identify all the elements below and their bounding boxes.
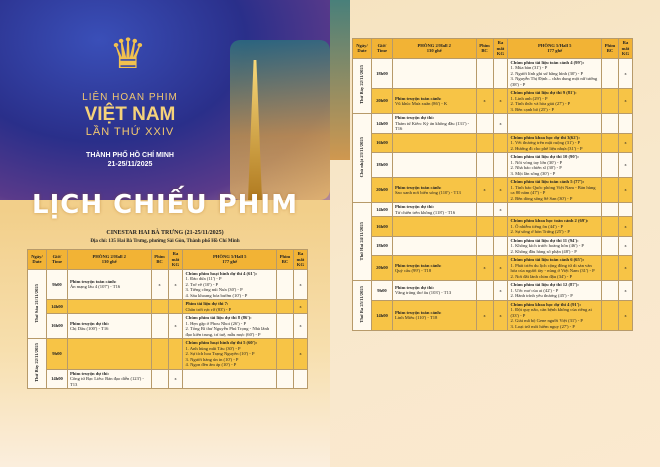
hall2-film: Quỷ cẩu (99') - T18 <box>394 268 432 273</box>
time-cell: 9h00 <box>46 339 67 370</box>
time-cell: 16h00 <box>46 314 67 339</box>
hall2-category: Phim truyện dự thi: <box>394 115 435 120</box>
hall5-program: Chùm phim tài liệu dự thi 12 (87'): <box>510 282 579 287</box>
hall2-header <box>392 39 476 59</box>
date-cell <box>28 269 47 339</box>
hall2-kg-mark <box>493 58 508 89</box>
time-header: Giờ/ Time <box>371 39 392 59</box>
hall5-program: Chùm phim tài liệu dự thi 9 (81'): <box>510 90 577 95</box>
table-header-row <box>28 250 308 270</box>
hall2-film: Linh Miêu (110') - T18 <box>394 315 438 321</box>
hall2-kg-mark: x <box>493 300 508 331</box>
hall5-kg-mark: x <box>618 256 632 281</box>
time-cell: 20h00 <box>371 256 392 281</box>
hall5-film-item: 1. Hẹn gặp ở Phou Nhoi (26') - P <box>185 320 247 326</box>
hall2-category: Phim truyện dự thi: <box>394 204 435 209</box>
time-cell: 14h00 <box>46 369 67 389</box>
hall5-cell <box>508 178 602 203</box>
hall2-cell <box>392 300 476 331</box>
hall5-kg-mark <box>618 203 632 217</box>
hall5-bc-mark <box>601 217 618 237</box>
time-cell: 14h00 <box>46 300 67 314</box>
time-cell: 18h00 <box>371 236 392 256</box>
hall2-bc-mark <box>476 281 493 301</box>
festival-name-line1: LIÊN HOAN PHIM <box>82 92 178 103</box>
hall5-film-item: 1. Ô nhiễm tiếng ồn (44') - P <box>510 223 564 229</box>
hall5-bc-mark <box>276 269 293 300</box>
hall5-film-item: 2. Người lính ghi sử bằng hình (30') - P <box>510 70 584 76</box>
hall5-film-item: 2. Tổng Bí thư Nguyễn Phú Trọng - Nhà lãnh đạo kiên trung, trí tuệ, mẫu mực (60') - P <box>185 326 270 337</box>
hall2-bc-mark <box>476 58 493 89</box>
hall5-film-item: 1. Không kích trước hoàng hôn (46') - P <box>510 243 584 248</box>
hall5-film-item: 1. Tình báo Quốc phòng Việt Nam - Bản hùng ca 80 năm (47') - P <box>510 184 596 195</box>
hall2-film: Vũ khúc Mưa xuân (86') - K <box>394 101 448 106</box>
hall5-kg-mark: x <box>618 153 632 178</box>
table-row <box>353 256 633 281</box>
hall2-category: Phim truyện toàn cảnh: <box>69 278 117 284</box>
hall2-cell <box>392 153 476 178</box>
hall5-film-item: 3. Bên cạnh bố (25') - P <box>510 106 555 112</box>
festival-poster <box>0 0 330 200</box>
hall2-bc-mark: x <box>476 178 493 203</box>
hall5-kg-mark: x <box>618 89 632 114</box>
hall2-bc-mark: x <box>476 89 493 114</box>
hall5-program: Chùm phim tài liệu dự thi 8 (86'): <box>185 315 252 320</box>
hall5-film-item: 2. Không đầu hàng số phận (48') - P <box>510 248 577 254</box>
festival-logo-icon: ♛ <box>109 32 147 78</box>
hall5-cell <box>183 269 277 300</box>
hall5-program: Chùm phim hoạt hình dự thi 5 (60'): <box>185 340 258 345</box>
hall2-bc-mark <box>151 369 168 389</box>
hall5-kg-mark: x <box>618 133 632 153</box>
hall5-bc-mark <box>601 178 618 203</box>
date-label: Chủ nhật 23/11/2025 <box>359 137 365 178</box>
hall5-cell <box>508 58 602 89</box>
hall5-bc-mark <box>601 256 618 281</box>
hall5-bc-mark <box>601 133 618 153</box>
hall2-cell <box>392 203 476 217</box>
hall5-cell <box>183 369 277 389</box>
hall2-bc-mark <box>476 133 493 153</box>
table-row <box>28 269 308 300</box>
hall5-cell <box>508 153 602 178</box>
hall2-film: Ăn mạng lẩu 4 (107') - T16 <box>69 284 121 290</box>
hall5-bc-mark <box>601 153 618 178</box>
hall5-program: Chùm phim khoa học toàn cảnh 2 (69'): <box>510 218 589 223</box>
hall5-bc-mark <box>601 89 618 114</box>
hall5-program: Chùm phim tài liệu dự thi 10 (90'): <box>510 154 579 159</box>
hall5-cell <box>508 114 602 134</box>
hall2-cell <box>392 281 476 301</box>
hall5-kg-mark: x <box>293 314 307 339</box>
hall2-seats: 130 ghế <box>101 259 117 265</box>
hall5-kg-mark: x <box>293 269 307 300</box>
date-cell <box>28 339 47 389</box>
time-cell: 16h00 <box>371 217 392 237</box>
hall2-bc-mark <box>151 300 168 314</box>
hall2-bc-mark <box>151 314 168 339</box>
hall5-film-item: 3. Loại trừ mối hiểm nguy (27') - P <box>510 323 575 329</box>
hall5-cell <box>508 89 602 114</box>
time-cell: 14h00 <box>371 114 392 134</box>
hall5-program: Chùm phim hoạt hình dự thi 4 (61'): <box>185 270 258 276</box>
hall2-cell <box>392 58 476 89</box>
hall5-film-item: 2. Bên dòng sông Sê San (30') - P <box>510 195 573 201</box>
hall5-kg-mark: x <box>618 281 632 301</box>
hall5-film-item: Chân trời rực rỡ (83') - P <box>185 306 232 312</box>
time-cell: 16h00 <box>371 133 392 153</box>
hall2-category: Phim truyện toàn cảnh: <box>394 184 442 190</box>
hall2-category: Phim truyện dự thi: <box>394 284 435 290</box>
hall5-film-item: 4. Ngọn đèn ấm áp (10') - P <box>185 362 237 367</box>
hall2-cell <box>67 300 151 314</box>
table-row <box>353 300 633 331</box>
hall5-kg-mark <box>293 369 307 389</box>
hall5-film-item: 3. Nguyễn Thị Định – chân dung một nữ tướng (38') - P <box>510 76 598 87</box>
schedule-table-right <box>352 38 633 331</box>
time-cell: 14h00 <box>371 203 392 217</box>
hall5-kg-mark: x <box>618 300 632 331</box>
hall5-seats: 177 ghế <box>222 259 238 265</box>
hall2-kg-mark: x <box>493 203 508 217</box>
hall2-cell <box>67 314 151 339</box>
hall5-cell <box>183 300 277 314</box>
table-row <box>353 133 633 153</box>
hall2-cell <box>392 114 476 134</box>
hall5-cell <box>508 281 602 301</box>
hall5-kg-mark: x <box>618 236 632 256</box>
hall5-header <box>508 39 602 59</box>
hall5-film-item: 1. Mùa bàn (31') - P <box>510 65 548 70</box>
table-row <box>353 217 633 237</box>
hall5-program: Chùm phim tài liệu toàn cảnh 6 (65'): <box>510 257 585 262</box>
hall5-cell <box>508 133 602 153</box>
hall2-category: Phim truyện toàn cảnh: <box>394 95 442 101</box>
hall2-kg-mark: x <box>493 256 508 281</box>
hall2-kg-mark: x <box>493 114 508 134</box>
hall2-kg-mark: x <box>168 314 183 339</box>
time-cell: 14h00 <box>371 300 392 331</box>
hall5-name: PHÒNG 5/Hall 5 <box>213 253 247 259</box>
bc-header: Phim BC <box>276 250 293 270</box>
hall5-bc-mark <box>276 300 293 314</box>
hall2-bc-mark: x <box>151 269 168 300</box>
time-cell: 18h00 <box>371 58 392 89</box>
table-row <box>353 236 633 256</box>
date-label: Thứ Sáu 21/11/2025 <box>34 283 40 323</box>
kg-header: Ra mắt KG <box>168 250 183 270</box>
hall5-program: Chùm phim khoa học dự thi 3(62'): <box>510 134 580 140</box>
hall5-cell <box>508 256 602 281</box>
table-row <box>353 178 633 203</box>
bc-header: Phim BC <box>151 250 168 270</box>
hall2-kg-mark <box>168 300 183 314</box>
hall2-cell <box>67 269 151 300</box>
poster-glow <box>230 40 330 200</box>
hall5-bc-mark <box>601 281 618 301</box>
hall5-seats: 177 ghế <box>547 48 563 54</box>
hall5-bc-mark <box>601 58 618 89</box>
date-cell <box>353 281 372 331</box>
hall5-film-item: 2. Nhà báo chiến sĩ (30') - P <box>510 165 562 170</box>
hall5-bc-mark <box>601 300 618 331</box>
hall5-kg-mark: x <box>293 300 307 314</box>
venue-address: Địa chỉ: 135 Hai Bà Trưng, phường Sài Gòn, Thành phố Hồ Chí Minh <box>90 239 240 244</box>
hall5-bc-mark <box>276 369 293 389</box>
hall5-kg-mark: x <box>618 58 632 89</box>
hall5-film-item: 1. Đột quỵ não, căn bệnh không của riêng ai (33') - P <box>510 307 592 318</box>
hall2-bc-mark <box>476 236 493 256</box>
hall2-kg-mark: x <box>493 178 508 203</box>
date-cell <box>353 203 372 281</box>
table-header-row <box>353 39 633 59</box>
hall2-seats: 130 ghế <box>426 48 442 54</box>
hall2-cell <box>392 89 476 114</box>
hall5-film-item: 1. Ước mơ của ai (42') - P <box>510 287 559 293</box>
hall5-program: Chùm phim tài liệu toàn cảnh 5 (77'): <box>510 179 585 184</box>
hall5-film-item: 2. Giải mã bộ Gene người Việt (31') - P <box>510 318 583 323</box>
hall2-kg-mark: x <box>493 281 508 301</box>
date-label: Thứ Bảy 22/11/2025 <box>34 343 40 383</box>
date-label: Thứ Hai 24/11/2025 <box>359 221 365 260</box>
table-row <box>353 203 633 217</box>
hall2-kg-mark: x <box>168 269 183 300</box>
hall5-film-item: 1. Nối vòng tay lớn (30') - P <box>510 159 563 165</box>
hall2-film: Chị Dâu (100') - T16 <box>69 326 109 331</box>
hall2-kg-mark: x <box>168 369 183 389</box>
hall5-kg-mark <box>618 114 632 134</box>
kg-header: Ra mắt KG <box>493 39 508 59</box>
hall2-film: Vầng trăng thơ ấu (103') - T13 <box>394 290 452 296</box>
hall5-film-item: 2. Hướng đi cho phế liệu nhựa (31') - P <box>510 145 583 151</box>
schedule-table-left <box>27 249 308 389</box>
hall2-bc-mark <box>476 114 493 134</box>
hall5-film-item: 2. Nơi đất lành chim đậu (34') - P <box>510 273 573 279</box>
hall5-header <box>183 250 277 270</box>
table-row <box>28 369 308 389</box>
right-page <box>330 0 660 467</box>
date-label: Thứ Bảy 22/11/2025 <box>359 65 365 105</box>
festival-name-line2: VIỆT NAM <box>84 104 176 125</box>
hall5-film-item: 1. Anh hùng mũi Tàu (30') - P <box>185 345 241 351</box>
date-cell <box>353 58 372 114</box>
hall5-cell <box>508 300 602 331</box>
hall5-film-item: 1. Vết thương trên mặt ruộng (31') - P <box>510 140 581 145</box>
bc-header: Phim BC <box>476 39 493 59</box>
time-cell: 20h00 <box>371 178 392 203</box>
bc-header: Phim BC <box>601 39 618 59</box>
date-header: Ngày/ Date <box>353 39 372 59</box>
kg-header: Ra mắt KG <box>293 250 307 270</box>
hall2-kg-mark <box>168 339 183 370</box>
hall5-cell <box>508 217 602 237</box>
festival-city: THÀNH PHỐ HỒ CHÍ MINH <box>86 152 174 159</box>
hall5-program: Phim tài liệu dự thi 7: <box>185 301 229 306</box>
hall5-film-item: 1. Đảo dừa (11') - P <box>185 276 222 281</box>
time-cell: 9h00 <box>46 269 67 300</box>
hall2-name: PHÒNG 2/Hall 2 <box>417 42 451 48</box>
hall2-film: Thám tử Kiên: Kỳ án không đầu (131') - T16 <box>394 120 470 131</box>
date-header: Ngày/ Date <box>28 250 47 270</box>
hall2-category: Phim truyện toàn cảnh: <box>394 262 442 268</box>
hall2-film: Sao xanh nơi biển sóng (110') - T13 <box>394 190 461 195</box>
festival-edition: LẦN THỨ XXIV <box>85 126 175 138</box>
table-row <box>353 153 633 178</box>
hall2-bc-mark: x <box>476 300 493 331</box>
date-label: Thứ Ba 25/11/2025 <box>359 286 365 324</box>
hall2-kg-mark <box>493 153 508 178</box>
hall2-kg-mark <box>493 217 508 237</box>
kg-header: Ra mắt KG <box>618 39 632 59</box>
hall5-bc-mark <box>276 339 293 370</box>
time-header: Giờ/ Time <box>46 250 67 270</box>
table-row <box>28 314 308 339</box>
hall5-film-item: 1. Phát triển du lịch cộng đồng từ di sản văn hóa của người tày - nùng ở Việt Nam (31') - P <box>510 262 595 273</box>
hall2-cell <box>392 133 476 153</box>
hall2-name: PHÒNG 2/Hall 2 <box>92 253 126 259</box>
table-row <box>28 300 308 314</box>
hall2-cell <box>67 369 151 389</box>
hall2-cell <box>392 217 476 237</box>
hall5-bc-mark <box>601 236 618 256</box>
table-row <box>28 339 308 370</box>
hall5-kg-mark: x <box>618 178 632 203</box>
hall5-kg-mark: x <box>293 339 307 370</box>
page-title: LỊCH CHIẾU PHIM <box>32 190 298 220</box>
date-cell <box>353 114 372 203</box>
time-cell: 9h00 <box>371 281 392 301</box>
hall2-header <box>67 250 151 270</box>
hall5-film-item: 3. Một lần sống (30') - P <box>510 170 556 176</box>
venue-name: CINESTAR HAI BÀ TRƯNG (21-25/11/2025) <box>106 230 224 236</box>
hall2-category: Phim truyện toàn cảnh: <box>394 309 442 315</box>
hall2-bc-mark <box>476 203 493 217</box>
hall5-cell <box>183 314 277 339</box>
hall5-kg-mark: x <box>618 217 632 237</box>
time-cell: 20h00 <box>371 89 392 114</box>
hall5-film-item: 2. Hành trình yêu thương (45') - P <box>510 293 573 298</box>
hall2-film: Tử chiến trên không (118') - T16 <box>394 209 456 215</box>
hall2-cell <box>392 256 476 281</box>
table-row <box>353 281 633 301</box>
hall5-cell <box>183 339 277 370</box>
hall5-program: Chùm phim tài liệu dự thi 11 (94'): <box>510 237 579 243</box>
hall5-bc-mark <box>601 203 618 217</box>
hall2-film: Công tử Bạc Liêu: Bản đạo diễn (123') - T13 <box>69 376 144 387</box>
table-row <box>353 89 633 114</box>
hall2-bc-mark <box>476 217 493 237</box>
hall5-program: Chùm phim tài liệu toàn cảnh 4 (99'): <box>510 59 585 65</box>
festival-dates: 21-25/11/2025 <box>107 161 153 168</box>
film-strip-decoration <box>330 0 350 160</box>
table-row <box>353 58 633 89</box>
hall5-bc-mark <box>601 114 618 134</box>
hall2-category: Phim truyện dự thi: <box>69 370 110 376</box>
hall2-bc-mark: x <box>476 256 493 281</box>
hall2-cell <box>392 178 476 203</box>
time-cell: 18h00 <box>371 153 392 178</box>
hall5-program: Chùm phim khoa học dự thi 4 (91'): <box>510 301 581 307</box>
table-row <box>353 114 633 134</box>
hall2-kg-mark <box>493 133 508 153</box>
hall2-kg-mark: x <box>493 89 508 114</box>
hall5-film-item: 3. Tiếng cồng núi Nưa (30') - P <box>185 287 243 292</box>
hall2-cell <box>67 339 151 370</box>
hall5-film-item: 3. Người hàng ún in (10') - P <box>185 356 239 362</box>
hall2-bc-mark <box>476 153 493 178</box>
hall5-cell <box>508 203 602 217</box>
hall5-film-item: 2. Sự tích hoa Trạng Nguyên (10') - P <box>185 351 255 356</box>
hall5-film-item: 1. Linh anh (29') - P <box>510 95 548 101</box>
hall5-name: PHÒNG 5/Hall 5 <box>538 42 572 48</box>
hall5-bc-mark <box>276 314 293 339</box>
hall2-bc-mark <box>151 339 168 370</box>
hall5-film-item: 2. Sự sống ở hòn Trứng (25') - P <box>510 229 570 234</box>
hall2-cell <box>392 236 476 256</box>
hall2-kg-mark <box>493 236 508 256</box>
hall5-film-item: 4. Sáu khoang bóa bướm (10') - P <box>185 292 248 298</box>
hall5-film-item: 2. Trở về (10') - P <box>185 281 219 287</box>
hall5-cell <box>508 236 602 256</box>
hall5-film-item: 2. Tỉnh thức và hòa giải (27') - P <box>510 101 571 106</box>
hall2-category: Phim truyện dự thi: <box>69 320 110 326</box>
